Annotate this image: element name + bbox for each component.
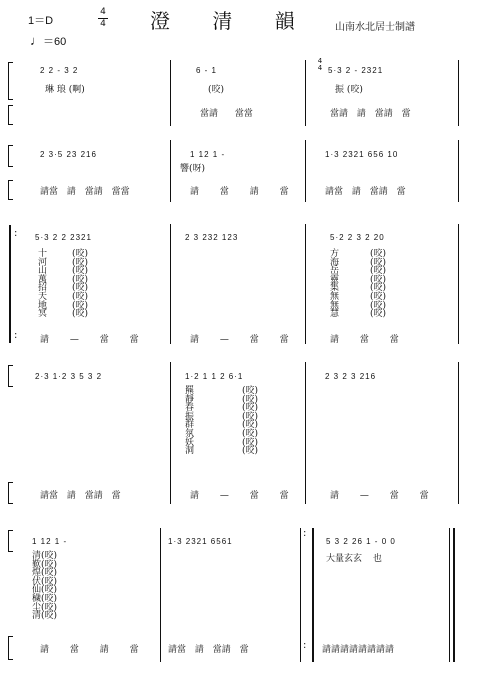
barline	[458, 140, 459, 202]
melody-line: 6 - 1	[196, 66, 218, 75]
lyric-char: 妖	[185, 437, 195, 448]
lyric-column	[38, 250, 47, 319]
system-bracket	[8, 180, 13, 200]
quarter-note-icon: ♩	[30, 33, 43, 48]
system-bracket	[8, 530, 13, 552]
melody-line: 5·3 2 - 2321	[328, 66, 384, 75]
lyric-column	[330, 250, 339, 319]
lyric-char: 方	[330, 249, 340, 259]
lyric-vocable: (咬)	[72, 266, 89, 277]
barline	[305, 60, 306, 126]
percussion-line: 請當 請 當請 當	[168, 645, 249, 655]
percussion-line: 請 當 請 當	[190, 187, 289, 197]
melody-line: 1·2 1 1 2 6·1	[185, 372, 244, 381]
lyric-char: 山	[38, 266, 48, 277]
repeat-dots: :	[14, 330, 18, 341]
repeat-dots: :	[303, 528, 307, 539]
lyric-vocable: (咬)	[242, 446, 259, 457]
lyric-vocable: (咬)	[72, 283, 89, 294]
lyric-char: 煌(咬)	[32, 568, 58, 579]
lyric-vocable: (咬)	[72, 257, 89, 268]
percussion-line: 請 — 當 當	[40, 335, 139, 345]
lyric-vocable: (咬)	[370, 266, 387, 277]
barline	[160, 528, 161, 662]
percussion-line: 當請 請 當請 當	[330, 109, 411, 119]
lyric-char: 慧	[330, 309, 340, 320]
lyric-char: 氛	[185, 428, 195, 439]
time-signature-top: 4	[317, 57, 323, 65]
author-credit: 山南水北居士制譜	[335, 22, 415, 33]
lyric-char: 岳	[330, 266, 340, 277]
lyric-vocable: (咬)	[72, 291, 89, 302]
melody-line: 5·3 2 2 2321	[35, 233, 92, 242]
lyric-column	[72, 250, 88, 319]
barline	[449, 528, 450, 662]
tempo-value: ＝60	[43, 36, 67, 48]
repeat-start-barline	[9, 225, 11, 343]
lyric-vocable: (咬)	[72, 309, 89, 320]
system-bracket	[8, 482, 13, 504]
lyric-line: 振 (咬)	[335, 85, 363, 95]
lyric-vocable: (咬)	[72, 274, 89, 285]
lyric-char: 尘(咬)	[32, 602, 58, 613]
melody-line: 2 3 2 3 216	[325, 372, 377, 381]
lyric-char: 清(咬)	[32, 611, 58, 622]
percussion-line: 請請請請請請請請	[322, 645, 395, 655]
lyric-char: 歎(咬)	[32, 559, 58, 570]
melody-line: 5·2 2 3 2 20	[330, 233, 385, 242]
lyric-char: 清(咬)	[32, 551, 58, 561]
lyric-vocable: (咬)	[72, 249, 89, 259]
time-signature-small	[315, 58, 325, 72]
melody-line: 1 12 1 -	[32, 537, 68, 546]
melody-line: 2 2 - 3 2	[40, 66, 79, 75]
key-signature: 1＝D	[28, 15, 54, 27]
lyric-line: (咬)	[208, 85, 225, 95]
repeat-dots: :	[14, 228, 18, 239]
barline	[170, 60, 171, 126]
lyric-vocable: (咬)	[370, 274, 387, 285]
lyric-char: 地	[38, 300, 48, 311]
lyric-line: 琳 琅 (啊)	[45, 85, 85, 95]
lyric-char: 仙(咬)	[32, 585, 58, 596]
percussion-line: 請 當 當	[330, 335, 399, 345]
lyric-vocable: (咬)	[370, 300, 387, 311]
barline	[300, 528, 301, 662]
percussion-line: 當請 當當	[200, 109, 253, 119]
barline	[458, 362, 459, 504]
melody-line: 2 3·5 23 216	[40, 150, 97, 159]
lyric-vocable: (咬)	[370, 257, 387, 268]
melody-line: 2·3 1·2 3 5 3 2	[35, 372, 103, 381]
lyric-vocable: (咬)	[370, 249, 387, 259]
melody-line: 5 3 2 26 1 - 0 0	[326, 537, 396, 546]
final-barline	[453, 528, 455, 662]
percussion-line: 請當 請 當請 當	[40, 491, 121, 501]
lyric-char: 天	[38, 291, 48, 302]
percussion-line: 請當 請 當請 當當	[40, 187, 130, 197]
lyric-char: 冥	[38, 309, 48, 320]
lyric-line: 響(呀)	[180, 164, 206, 174]
lyric-char: 靜	[185, 394, 195, 405]
system-bracket	[8, 636, 13, 660]
percussion-line: 請 當 請 當	[40, 645, 139, 655]
melody-line: 2 3 232 123	[185, 233, 239, 242]
lyric-vocable: (咬)	[72, 300, 89, 311]
barline	[170, 224, 171, 344]
system-bracket	[8, 105, 13, 125]
lyric-char: 振	[185, 411, 195, 422]
lyric-char: 十	[38, 249, 48, 259]
system-bracket	[8, 145, 13, 167]
barline	[305, 362, 306, 504]
lyric-char: 集	[330, 283, 340, 294]
lyric-char: 春	[185, 403, 195, 414]
lyric-line: 大量玄玄 也	[326, 554, 382, 564]
lyric-vocable: (咬)	[242, 403, 259, 414]
percussion-line: 請 — 當 當	[190, 491, 289, 501]
lyric-char: 群	[185, 420, 195, 431]
lyric-char: 無	[330, 291, 340, 302]
lyric-vocable: (咬)	[242, 420, 259, 431]
percussion-line: 請 — 當 當	[330, 491, 429, 501]
lyric-column	[242, 387, 258, 456]
lyric-char: 萬	[38, 274, 48, 285]
barline	[458, 224, 459, 344]
lyric-char: 羆	[185, 386, 195, 396]
time-signature-bottom: 4	[317, 64, 323, 72]
lyric-vocable: (咬)	[242, 386, 259, 396]
lyric-char: 穢(咬)	[32, 593, 58, 604]
time-signature-bottom: 4	[100, 19, 106, 29]
barline	[170, 362, 171, 504]
melody-line: 1·3 2321 6561	[168, 537, 233, 546]
lyric-vocable: (咬)	[242, 394, 259, 405]
tempo-marking	[30, 33, 66, 49]
percussion-line: 請當 請 當請 當	[325, 187, 406, 197]
barline	[305, 224, 306, 344]
lyric-vocable: (咬)	[370, 283, 387, 294]
time-signature-top: 4	[100, 7, 106, 17]
lyric-vocable: (咬)	[370, 291, 387, 302]
time-signature	[98, 8, 108, 29]
lyric-column	[370, 250, 386, 319]
lyric-vocable: (咬)	[242, 411, 259, 422]
lyric-char: 海	[330, 257, 340, 268]
barline	[305, 140, 306, 202]
lyric-char: 招	[38, 283, 48, 294]
melody-line: 1·3 2321 656 10	[325, 150, 399, 159]
repeat-end-barline	[312, 528, 314, 662]
system-bracket	[8, 62, 13, 100]
percussion-line: 請 — 當 當	[190, 335, 289, 345]
lyric-column	[32, 552, 57, 621]
lyric-char: 河	[38, 257, 48, 268]
lyric-char: 無	[330, 300, 340, 311]
barline	[458, 60, 459, 126]
lyric-char: 靈	[330, 274, 340, 285]
lyric-vocable: (咬)	[242, 428, 259, 439]
lyric-char: 洞	[185, 446, 195, 457]
lyric-vocable: (咬)	[242, 437, 259, 448]
barline	[170, 140, 171, 202]
lyric-char: 伏(咬)	[32, 576, 58, 587]
page-title: 澄 清 韻	[150, 9, 313, 33]
melody-line: 1 12 1 -	[190, 150, 226, 159]
repeat-dots: :	[303, 640, 307, 651]
system-bracket	[8, 365, 13, 387]
lyric-column	[185, 387, 194, 456]
lyric-vocable: (咬)	[370, 309, 387, 320]
